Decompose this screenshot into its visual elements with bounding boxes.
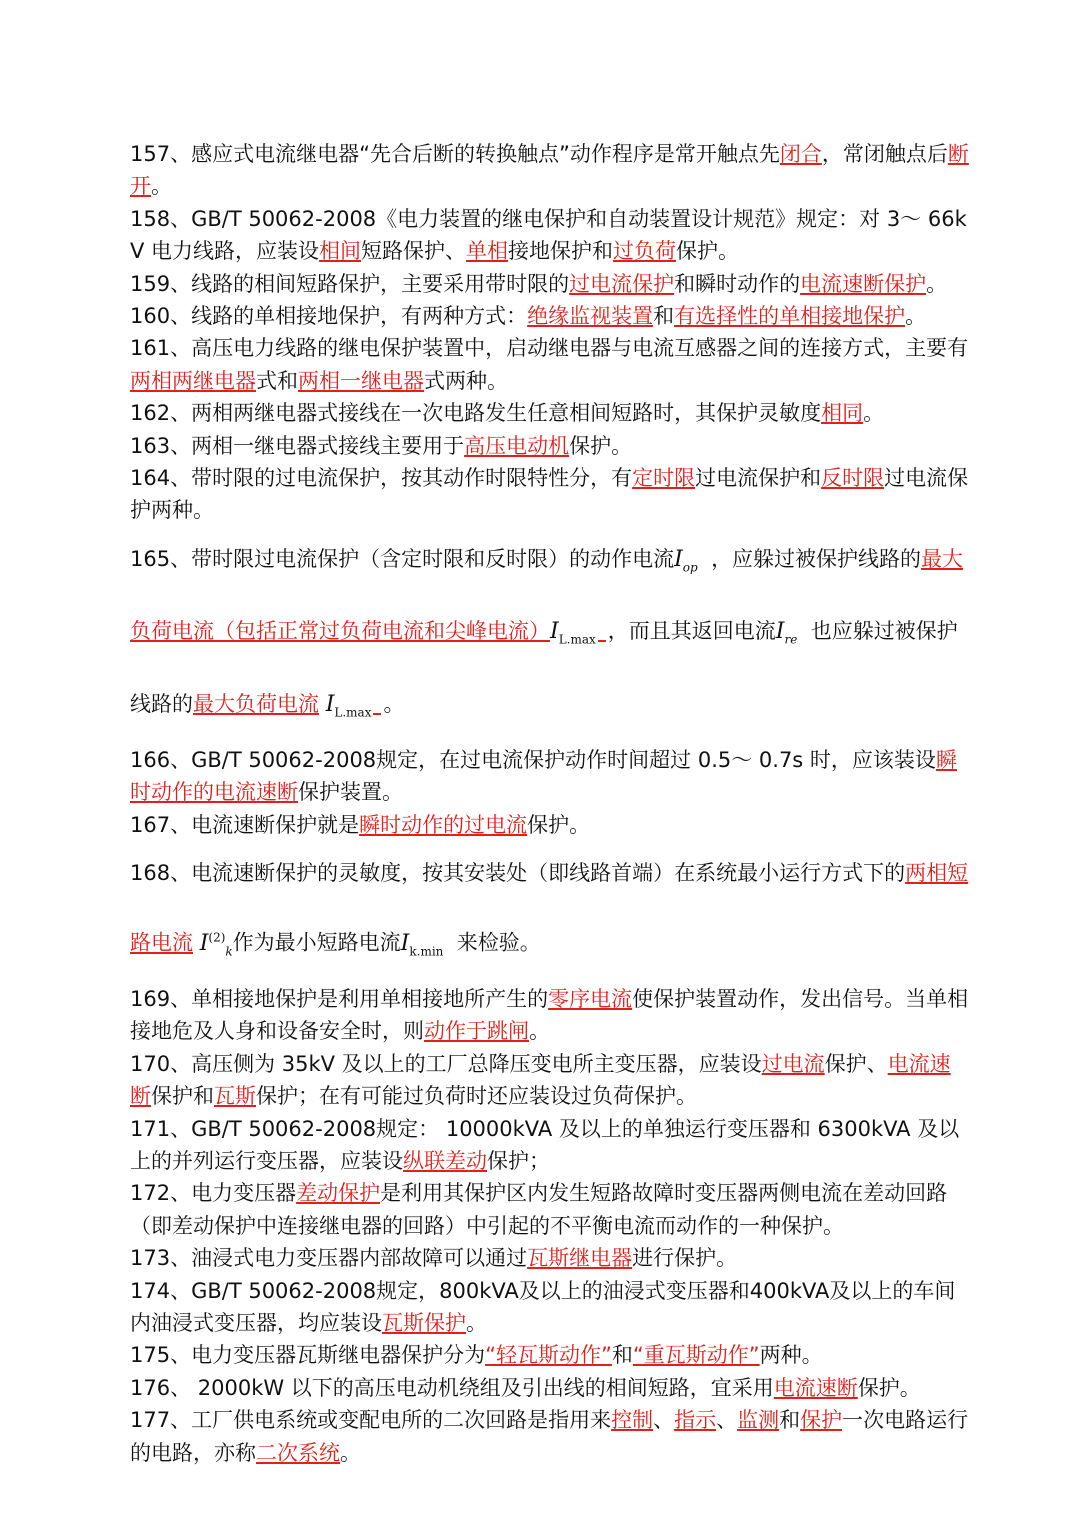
document-body <box>130 138 970 1469</box>
answer-blank: 断开 <box>130 142 969 199</box>
item-text: 173、油浸式电力变压器内部故障可以通过 <box>130 1246 528 1271</box>
item-text: 使保护装置动作，发出信号。当单相接地危及人身和设备安全时，则 <box>130 986 969 1044</box>
item-text: 162、两相两继电器式接线在一次电路发生任意相间短路时，其保护灵敏度 <box>130 401 822 426</box>
item-166 <box>130 744 970 809</box>
item-text: ，常闭触点后 <box>821 142 948 166</box>
answer-blank: 纵联差动 <box>403 1149 487 1174</box>
answer-blank: 指示 <box>674 1408 717 1433</box>
item-text: ，应躲过被保护线路的 <box>711 546 922 571</box>
answer-blank: 电流速断 <box>773 1375 858 1400</box>
item-text: 和瞬时动作的 <box>674 271 801 296</box>
item-text: 163、两相一继电器式接线主要用于 <box>130 433 465 458</box>
item-text: 进行保护。 <box>632 1246 738 1271</box>
item-text: 。 <box>529 1019 550 1044</box>
item-157 <box>130 138 970 203</box>
answer-blank: 相同 <box>821 401 864 426</box>
answer-blank: 两相一继电器 <box>298 368 424 393</box>
item-173 <box>130 1242 970 1274</box>
item-172 <box>130 1177 970 1242</box>
item-text: 165、带时限过电流保护（含定时限和反时限）的动作电流 <box>130 546 675 571</box>
answer-blank: 闭合 <box>779 142 822 166</box>
item-text: 保护。 <box>857 1375 921 1400</box>
item-text: 保护； <box>487 1149 550 1174</box>
item-text: 。 <box>926 271 948 296</box>
blank-dash <box>598 640 606 642</box>
item-text: 。 <box>151 174 172 199</box>
item-170 <box>130 1048 970 1113</box>
item-text: 两种。 <box>759 1343 823 1368</box>
answer-blank: “轻瓦斯动作” <box>485 1343 612 1368</box>
answer-blank: 最大负荷电流 <box>193 691 319 716</box>
item-160 <box>130 300 970 332</box>
item-text: ，而且其返回电流 <box>607 619 776 644</box>
item-text: 157、感应式电流继电器“先合后断的转换触点”动作程序是常开触点先 <box>130 142 780 166</box>
item-text: 和 <box>653 304 675 329</box>
item-text: 161、高压电力线路的继电保护装置中，启动继电器与电流互感器之间的连接方式，主要有 <box>130 336 969 361</box>
item-text: 174、GB/T 50062-2008规定，800kVA及以上的油浸式变压器和400kVA及以上的车间内油浸式变压器，均应装设 <box>130 1278 956 1336</box>
symbol-i-lmax: $I_{L.max}$ <box>550 619 596 647</box>
item-text: 一次电路运行的电路，亦称 <box>130 1408 969 1465</box>
item-text: 176、 2000kW 以下的高压电动机绕组及引出线的相间短路，宜采用 <box>130 1375 774 1400</box>
item-text: 164、带时限的过电流保护，按其动作时限特性分，有 <box>130 466 633 491</box>
item-175 <box>130 1339 970 1371</box>
answer-blank: 保护 <box>800 1408 843 1433</box>
item-text: 160、线路的单相接地保护，有两种方式： <box>130 304 528 329</box>
item-158 <box>130 203 970 268</box>
item-text: 保护。 <box>569 433 633 458</box>
item-167 <box>130 809 970 841</box>
answer-blank: 零序电流 <box>548 986 633 1011</box>
item-174 <box>130 1275 970 1340</box>
answer-blank: 瓦斯 <box>214 1084 256 1109</box>
symbol-ik-min: $I_{k.min}$ <box>400 930 444 958</box>
item-text: 、 <box>716 1408 738 1433</box>
item-text: 保护。 <box>676 239 740 264</box>
item-text: 。 <box>905 304 927 329</box>
item-text: 159、线路的相间短路保护，主要采用带时限的 <box>130 271 570 296</box>
symbol-i-op: $I_{op}$ <box>674 546 698 575</box>
item-text: 保护、 <box>824 1051 888 1076</box>
item-text: 166、GB/T 50062-2008规定，在过电流保护动作时间超过 0.5～ 0.7s 时，应该装设 <box>130 748 936 773</box>
item-text: 短路保护、 <box>361 239 467 264</box>
item-text: 175、电力变压器瓦斯继电器保护分为 <box>130 1343 486 1368</box>
item-text: 167、电流速断保护就是 <box>130 812 360 837</box>
item-text: 。 <box>340 1440 361 1465</box>
item-text: 保护和 <box>151 1084 214 1109</box>
answer-blank: 相间 <box>319 239 362 264</box>
answer-blank: 控制 <box>611 1408 654 1433</box>
answer-blank: 单相 <box>466 239 509 264</box>
item-text: 式两种。 <box>424 368 508 393</box>
symbol-i-re: $I_{re}$ <box>775 619 798 647</box>
item-161 <box>130 332 970 397</box>
answer-blank: 有选择性的单相接地保护 <box>674 304 906 329</box>
item-168 <box>130 841 970 983</box>
item-163 <box>130 430 970 462</box>
item-text: 172、电力变压器 <box>130 1181 297 1206</box>
answer-blank: 电流速断保护 <box>800 271 927 296</box>
answer-blank: 过电流保护 <box>569 271 675 296</box>
answer-blank: 差动保护 <box>296 1181 381 1206</box>
answer-blank: 过负荷 <box>613 239 677 264</box>
item-text: 和 <box>779 1408 801 1433</box>
item-177 <box>130 1404 970 1469</box>
symbol-ik2: $I^{(2)}_k$ <box>199 930 233 958</box>
item-text: 171、GB/T 50062-2008规定： 10000kVA 及以上的单独运行变压器和 6300kVA 及以上的并列运行变压器，应装设 <box>130 1116 960 1174</box>
answer-blank: 最大负荷电流（包括正常过负荷电流和尖峰电流） <box>130 546 964 644</box>
symbol-i-lmax: $I_{L.max}$ <box>325 691 372 720</box>
item-text: 170、高压侧为 35kV 及以上的工厂总降压变电所主变压器，应装设 <box>130 1051 762 1076</box>
item-159 <box>130 268 970 300</box>
item-text: 和 <box>611 1343 633 1368</box>
item-text: 。 <box>466 1311 487 1336</box>
answer-blank: 瓦斯保护 <box>382 1311 466 1336</box>
item-162 <box>130 397 970 429</box>
answer-blank: 监测 <box>737 1408 780 1433</box>
answer-blank: 定时限 <box>632 466 696 491</box>
item-text: 作为最小短路电流 <box>232 930 401 955</box>
item-text: 式和 <box>256 368 298 393</box>
item-text: 保护装置。 <box>298 780 403 805</box>
item-text: 保护。 <box>527 812 591 837</box>
item-text: 是利用其保护区内发生短路故障时变压器两侧电流在差动回路（即差动保护中连接继电器的回路）中引起的不平衡电流而动作的一种保护。 <box>130 1181 948 1238</box>
item-text: 158、GB/T 50062-2008《电力装置的继电保护和自动装置设计规范》规定：对 3～ 66kV 电力线路，应装设 <box>130 206 967 264</box>
item-text: 。 <box>863 401 885 426</box>
answer-blank: 绝缘监视装置 <box>527 304 654 329</box>
item-171 <box>130 1113 970 1178</box>
answer-blank: “重瓦斯动作” <box>632 1343 760 1368</box>
item-text: 、 <box>653 1408 675 1433</box>
item-176 <box>130 1372 970 1404</box>
answer-blank: 动作于跳闸 <box>424 1019 529 1044</box>
item-164 <box>130 462 970 527</box>
answer-blank: 电流速断 <box>130 1051 951 1109</box>
item-text: 过电流保护和 <box>695 466 822 491</box>
item-text: 169、单相接地保护是利用单相接地所产生的 <box>130 986 549 1011</box>
item-text: 。 <box>383 691 405 716</box>
blank-dash <box>373 713 381 715</box>
item-text: 保护；在有可能过负荷时还应装设过负荷保护。 <box>256 1084 697 1109</box>
answer-blank: 两相两继电器 <box>130 368 256 393</box>
answer-blank: 反时限 <box>821 466 885 491</box>
answer-blank: 瞬时动作的过电流 <box>359 812 528 837</box>
item-text: 接地保护和 <box>508 239 614 264</box>
answer-blank: 二次系统 <box>256 1440 340 1465</box>
item-169 <box>130 983 970 1048</box>
answer-blank: 高压电动机 <box>464 433 570 458</box>
answer-blank: 过电流 <box>761 1051 825 1076</box>
item-text: 177、工厂供电系统或变配电所的二次回路是指用来 <box>130 1408 612 1433</box>
item-text: 168、电流速断保护的灵敏度，按其安装处（即线路首端）在系统最小运行方式下的 <box>130 861 906 886</box>
answer-blank: 瞬时动作的电流速断 <box>130 748 957 805</box>
answer-blank: 两相短路电流 <box>130 861 969 955</box>
item-text: 来检验。 <box>456 930 541 955</box>
item-text: 也应躲过被保护线路的 <box>130 619 958 716</box>
answer-blank: 瓦斯继电器 <box>527 1246 633 1271</box>
item-165 <box>130 527 970 744</box>
item-text: 过电流保护两种。 <box>130 466 969 523</box>
